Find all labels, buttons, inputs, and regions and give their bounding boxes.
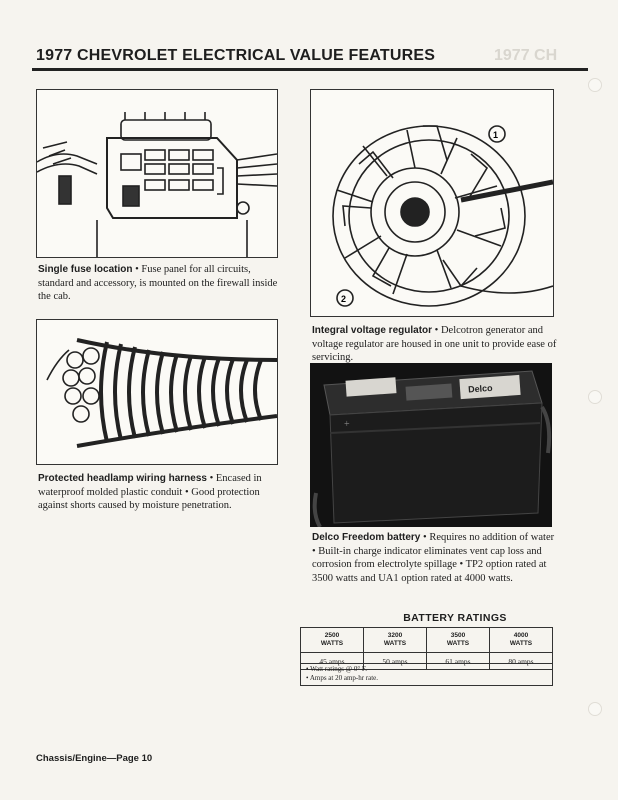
alternator-callout-1: 1 xyxy=(493,130,499,140)
ratings-note: • Amps at 20 amp-hr rate. xyxy=(306,674,379,682)
wiring-harness-drawing xyxy=(37,320,277,464)
ratings-header-cell: 3200 WATTS xyxy=(364,628,427,653)
battery-text: Requires no addition of water • Built-in charge indicator eliminates vent cap loss and corrosion from electrolyte spillage • TP2 option rated at 3500 watts and UA1 option rated at 4000 watts. xyxy=(312,532,555,584)
ratings-notes xyxy=(300,663,553,686)
fuse-panel-illustration xyxy=(36,89,278,258)
binder-hole-middle xyxy=(588,390,602,404)
ratings-header-cell: 3500 WATTS xyxy=(427,628,490,653)
ratings-amps-cell: 80 amps xyxy=(490,653,553,670)
alternator-illustration xyxy=(310,89,554,317)
binder-hole-bottom xyxy=(588,702,602,716)
alternator-drawing xyxy=(311,90,553,316)
alternator-callout-2: 2 xyxy=(341,294,347,304)
fuse-panel-heading: Single fuse location xyxy=(38,264,133,275)
ratings-amps-cell: 61 amps xyxy=(427,653,490,670)
battery-brand-label: Delco xyxy=(467,382,493,395)
title-rule xyxy=(32,68,588,71)
wiring-harness-bullet: • xyxy=(209,473,214,484)
page-title: 1977 CHEVROLET ELECTRICAL VALUE FEATURES xyxy=(36,47,436,64)
battery-heading: Delco Freedom battery xyxy=(312,532,421,543)
battery-bullet: • xyxy=(423,532,427,543)
wiring-harness-text: Encased in waterproof molded plastic conduit • Good protection against shorts caused by moisture penetration. xyxy=(38,473,262,511)
ratings-header-cell: 4000 WATTS xyxy=(490,628,553,653)
binder-hole-top xyxy=(588,78,602,92)
ratings-header-cell: 2500 WATTS xyxy=(301,628,364,653)
fuse-panel-bullet: • xyxy=(135,264,139,275)
battery-photo xyxy=(310,363,552,527)
ratings-amps-cell: 45 amps xyxy=(301,653,364,670)
voltage-regulator-caption xyxy=(312,324,558,365)
ratings-note: • Watt ratings @ 0° F. xyxy=(306,665,367,673)
ratings-header-row xyxy=(301,628,553,653)
ratings-amps-cell: 50 amps xyxy=(364,653,427,670)
battery-drawing xyxy=(310,363,552,527)
battery-ratings-title: BATTERY RATINGS xyxy=(403,612,507,624)
wiring-harness-illustration xyxy=(36,319,278,465)
page-footer: Chassis/Engine—Page 10 xyxy=(36,753,153,764)
fuse-panel-drawing xyxy=(37,90,277,257)
voltage-regulator-heading: Integral voltage regulator xyxy=(312,325,433,336)
fuse-panel-caption xyxy=(38,263,278,304)
wiring-harness-caption xyxy=(38,472,278,513)
fuse-panel-text: Fuse panel for all circuits, standard and accessory, is mounted on the firewall inside the cab. xyxy=(38,264,278,302)
voltage-regulator-text: Delcotron generator and voltage regulator are housed in one unit to provide ease of servicing. xyxy=(312,325,557,363)
voltage-regulator-bullet: • xyxy=(434,325,439,336)
wiring-harness-heading: Protected headlamp wiring harness xyxy=(38,473,207,484)
battery-terminal-mark: + xyxy=(344,419,350,430)
bleed-through-title: 1977 CH xyxy=(494,47,558,64)
battery-caption xyxy=(312,531,558,585)
